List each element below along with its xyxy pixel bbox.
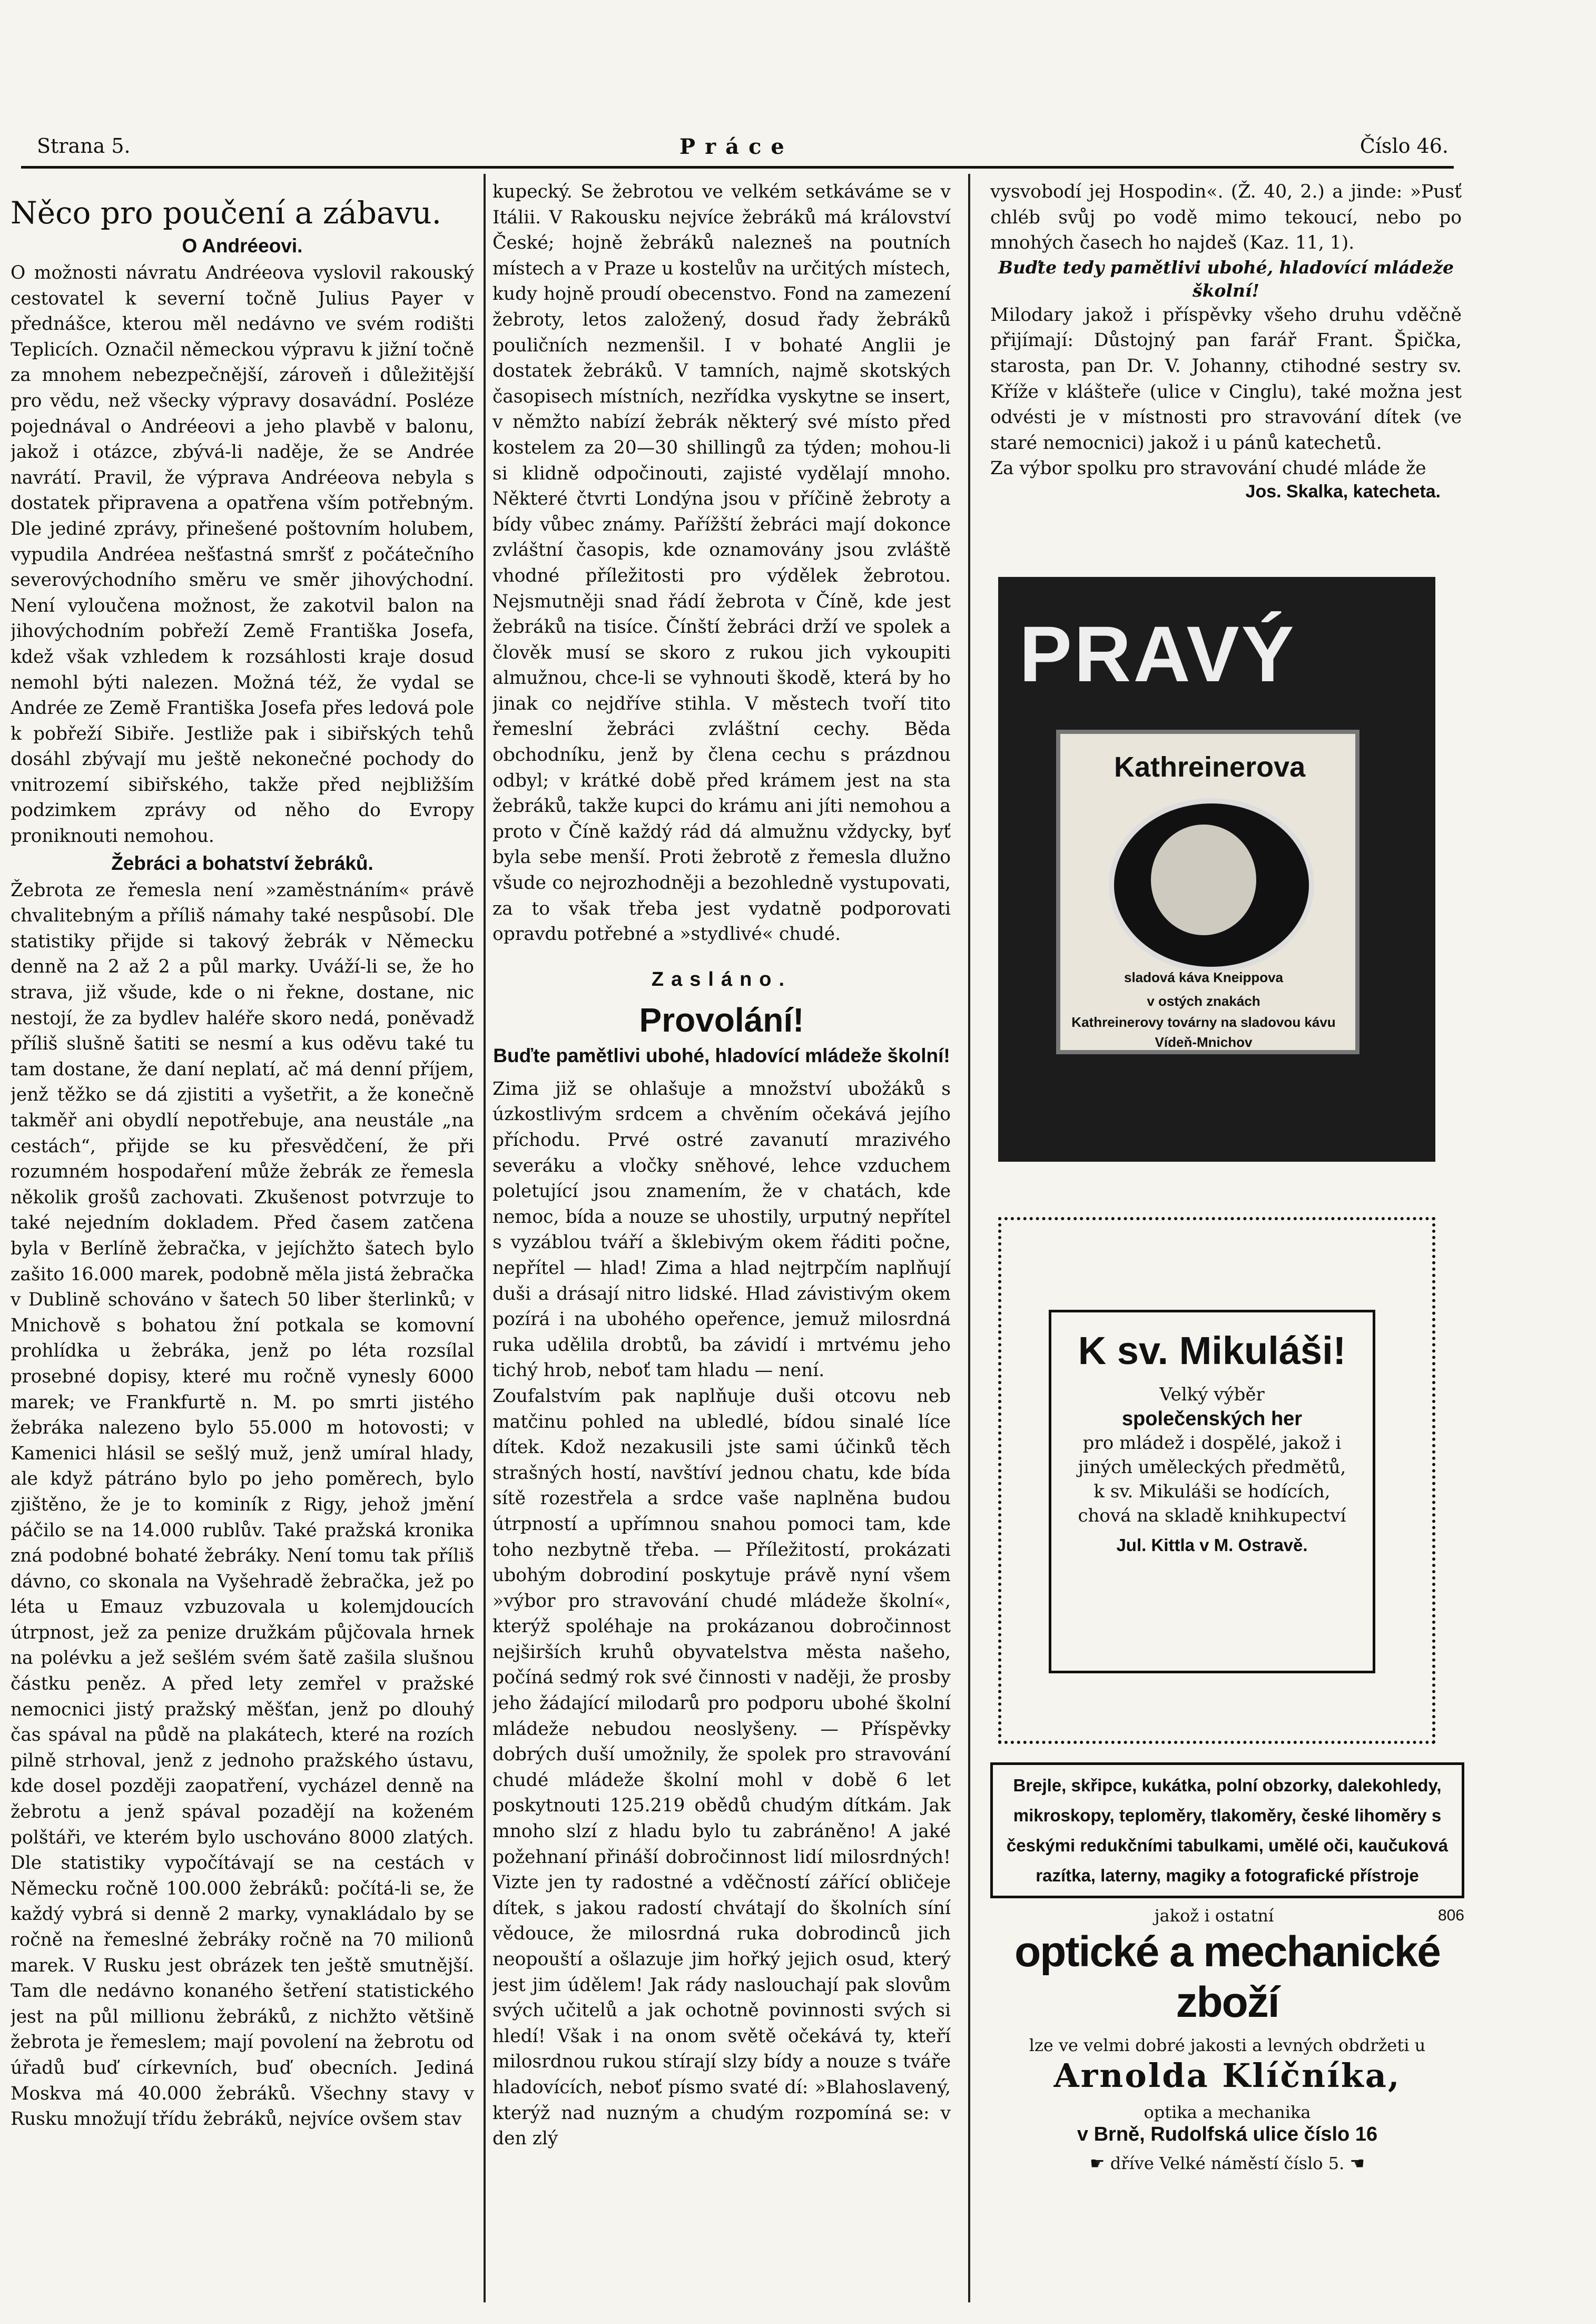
ad-pravy-line1: v ostých znakách — [1147, 993, 1260, 1009]
mikulas-ad-box — [1049, 1310, 1375, 1673]
optics-address: v Brně, Rudolfská ulice číslo 16 — [1077, 2123, 1378, 2145]
zaslano-heading: Zasláno. — [651, 968, 792, 991]
column-3 — [990, 179, 1462, 580]
mikulas-ad — [998, 1217, 1435, 1744]
appeal-text-3: vysvobodí jej Hospodin«. (Ž. 40, 2.) a jinde: »Pusť chléb svůj po vodě mimo tekoucí, nebo po mnohých časech ho najdeš (Kaz. 11, 1). — [990, 181, 1462, 254]
newspaper-title: Práce — [679, 134, 794, 159]
appeal-text-2: Zoufalstvím pak naplňuje duši otcovu neb matčinu pohled na ubledlé, bídou sinalé líce dítek. Kdož nezakusili jste sami účinků těch strašných hostí, navštíví jednou chatu, kde bída sítě rozestřela a srdce vaše naplněna budou útrpností a upřímnou snahou pomoci tam, kde toho nezbytně třeba. — Příležitostí, prokázati ubohým dobrodiní poskytuje právě nyní všem »výbor pro stravování chudé mládeže školní«, kterýž spoléhaje na prokázanou dobročinnost nejširších kruhů obyvatelstva města našeho, počíná sedmý rok své činnosti v naději, že prosby jeho žádající milodarů pro podporu ubohé školní mládeže nebudou neoslyšeny. — Příspěvky dobrých duší umožnily, že spolek pro stravování chudé mládeže školní mohl v době 6 let poskytnouti 125.219 obědů chudým dítkám. Jak mnoho slzí z hladu bylo tu zabráněno! A jaké požehnaní přináší dobročinnost lidí milosrdných! Vizte jen ty radostné a vděčností zářící obličeje dítek, s jakou radostí chvátají do školních síní vědouce, že milosrdná ruka dobrodinců jich neopouští a ošlazuje jim hořký jejich osud, který jest jim údělem! Jak rády naslouchají pak slovům svých učitelů a jak ochotně povinnosti svých si hledí! Však i na onom světě očekává ty, kteří milosrdnou rukou stírají slzy bídy a nouze s tváře hladovících, neboť písmo svaté dí: »Blahoslavený, kterýž nad nuzným a chudým rozpomíná se: v den zlý — [492, 1385, 951, 2150]
optics-shop-name: Arnolda Klíčníka, — [1053, 2056, 1401, 2095]
article-beggars-text: Žebrota ze řemesla není »zaměstnáním« právě chvalitebným a příliš námahy také nespůsobí. Dle statistiky přijde si takový žebrák v Německu denně na 2 až 2 a půl marky. Uváží-li se, že ho strava, již všude, kde o ni řekne, dostane, nic nestojí, že za bydlev haléře skoro nedá, poněvadž příliš slušně šatiti se nesmí a kus oděvu také tu tam dostane, že daní neplatí, ač má denní příjem, jenž těžko se dá zjistiti a vyšetřit, a že konečně takměř ani obydlí nepotřebuje, ana neustále „na cestách“, přijde se ku přesvědčení, že při rozumném hospodaření může žebrák ze řemesla několik grošů zachovati. Zkušenost potvrzuje to také nejedním dokladem. Před časem zatčena byla v Berlíně žebračka, v jejíchžto šatech bylo zašito 16.000 marek, podobně měla jistá žebračka v Dublině schováno v šatech 50 liber šterlinků; v Mnichově s bohatou žní potkala se komovní prohlídka u žebráka, jenž po léta rozsílal prosebné dopisy, které mu ročně vynesly 6000 marek; ve Frankfurtě n. M. po smrti jistého žebráka nalezeno bylo 55.000 m hotovosti; v Kamenici hlásil se sešlý muž, jenž umíral hlady, ale když pátráno bylo po jeho poměrech, bylo zjištěno, že je to kominík z Rigy, jehož jmění páčilo se na 14.000 rublův. Také pražská kronika zná podobné bohaté žebráky. Není tomu tak příliš dávno, co skonala na Vyšehradě žebračka, jež po léta u Emauz vzbuzovala u kolemjdoucích útrpnost, jež za penize družkám půjčovala hrnek na polévku a jež sešlém svém šatě zašila slušnou částku peněz. A před lety zemřel v pražské nemocnici jistý pražský měšťan, jenž po dlouhý čas spával na půdě na plakátech, které na rozích pilně strhoval, jenž z jednoho pražského ústavu, kde dosel později zaopatření, vycházel denně na žebrotu a jenž spával pozadějí na koženém polštáři, ve kterém bylo uschováno 8000 zlatých. Dle statistiky vypočítávají se na cestách v Německu ročně 100.000 žebráků: počítá-li se, že každý vybrá si denně 2 marky, vynakládalo by se ročně na řemeslné žebráky ročně na 70 milionů marek. V Rusku jest obrázek ten ještě smutnější. Tam dle nedávno konaného šetření statistického jest na půl millionu žebráků, z nichžto většině žebrota je řemeslem; mají povolení na žebrotu od úřadů buď církevních, buď obecních. Jediná Moskva má 40.000 žebráků. Všechny stavy v Rusku množují třídu žebráků, nejvíce ovšem stav — [11, 879, 474, 2130]
optics-quality: lze ve velmi dobré jakosti a levných obdržeti u — [1029, 2035, 1426, 2055]
issue-number: Číslo 46. — [1359, 134, 1449, 158]
optics-ad — [990, 1762, 1464, 2305]
article-beggars-continued: kupecký. Se žebrotou ve velkém setkáváme se v Itálii. V Rakousku nejvíce žebráků má království České; hojně žebráků nalezneš na poutních místech a v Praze u kostelův na určitých místech, kudy hojně proudí obecenstvo. Fond na zamezení žebroty, letos založený, dosud řady žebráků pouličních nezmenšil. I v bohaté Anglii je dostatek žebráků. V tamních, najmě skotských časopisech místních, nezřídka vyskytne se insert, v němžto nabízí žebrák některý své místo před kostelem za 20—30 shillingů za týden; mohou-li si klidně odpočinouti, zajisté vydělají mnoho. Některé čtvrti Londýna jsou v příčině žebroty a bídy vůbec známy. Pařížští žebráci mají dokonce zvláštní časopis, kde oznamovány jsou zvláště vhodné příležitosti pro výdělek žebrotou. Nejsmutněji snad řádí žebrota v Číně, kde jest žebráků na tisíce. Čínští žebráci drží ve spolek a člověk musí se skoro z rukou jich vykoupiti almužnou, chce-li se vyhnouti škodě, která by ho jinak co nejdříve stihla. V městech tvoří tito řemeslní žebráci zvláštní cechy. Běda obchodníku, jenž by člena cechu s prázdnou odbyl; v krátké době před krámem jest na sta žebráků, takže kupci do krámu ani jíti nemohou a proto v Číně každý rád dá almužnu vždycky, byť byla sebe menší. Proti žebrotě z řemesla dlužno všude co nejrozhodněji a bezohledně vystupovati, za to však třeba jest vydatně podporovati opravdu potřebné a »stydlivé« chudé. — [492, 181, 951, 945]
ad-number: 806 — [1437, 1907, 1464, 1924]
optics-big-title: optické a mechanické zboží — [1014, 1928, 1440, 2026]
portrait-icon — [1151, 825, 1256, 935]
header-rule — [21, 166, 1454, 169]
provolani-heading: Provolání! — [639, 1001, 804, 1039]
optics-former-text: dříve Velké náměstí číslo 5. — [1110, 2153, 1345, 2173]
mikulas-line2: společenských her — [1121, 1408, 1303, 1430]
optics-items: Brejle, skřipce, kukátka, polní obzorky, dalekohledy, mikroskopy, teploměry, tlakoměry, české lihoměry s českými redukčními tabulkami, umělé oči, kaučuková razítka, laterny, magiky a fotografické přístroje — [990, 1762, 1464, 1898]
column-1 — [11, 179, 474, 2318]
article-andree-text: O možnosti návratu Andréeova vyslovil rakouský cestovatel k severní točně Julius Payer v přednášce, kterou měl nedávno ve svém rodišti Teplicích. Označil německou výpravu k jižní točně za mnohem nebezpečnější, zároveň i důležitější pro vědu, než všecky výpravy dosavádní. Posléze pojednával o Andréeovi a jeho plavbě v balonu, jakož i otázce, zbývá-li naděje, že se Andrée navrátí. Pravil, že výprava Andréeova nebyla s dostatek připravena a opatřena vším potřebným. Dle jediné zprávy, přinešené poštovním holubem, vypudila Andréea nešťastná smršť z počátečního severovýchodního směru ve směr jihovýchodní. Není vyloučena možnost, že zakotvil balon na jihovýchodním pobřeží Země Františka Josefa, kdež však vzhledem k rozsáhlosti kraje dosud nemohl býti nalezen. Možná též, že vydal se Andrée ze Země Františka Josefa přes ledová pole k pobřeží Sibiře. Jestliže pak i sibiřských tehů dosáhl zbývají mu ještě nekonečné pochody do vnitrozemí sibiřského, takže před nejbližším podzimkem zprávy od něho do Evropy proniknouti nemohou. — [11, 262, 474, 847]
section-title: Něco pro poučení a zábavu. — [11, 195, 442, 231]
ad-pravy-sub: sladová káva Kneippova — [1124, 969, 1284, 985]
optics-former-address: ☛ dříve Velké náměstí číslo 5. ☚ — [1089, 2153, 1365, 2173]
optics-also — [990, 1905, 1464, 1927]
appeal-subheading: Buďte pamětlivi ubohé, hladovící mládeže školní! — [493, 1044, 950, 1066]
ad-pravy-line3: Vídeň-Mnichov — [1155, 1034, 1253, 1050]
optics-also-text: jakož i ostatní — [1154, 1906, 1274, 1926]
column-divider-2 — [968, 174, 970, 2302]
mikulas-line3: pro mládež i dospělé, jakož i jiných uměleckých předmětů, k sv. Mikuláši se hodících, chová na skladě knihkupectví — [1078, 1433, 1346, 1526]
page-number: Strana 5. — [37, 134, 131, 158]
optics-trade: optika a mechanika — [1144, 2102, 1311, 2122]
column-2 — [492, 179, 951, 2318]
mikulas-line1: Velký výběr — [1159, 1384, 1265, 1405]
column-divider-1 — [484, 174, 486, 2302]
ad-pravy-title: PRAVÝ — [1019, 610, 1296, 698]
article-heading-beggars: Žebráci a bohatství žebráků. — [111, 852, 373, 874]
donors-text: Milodary jakož i příspěvky všeho druhu vděčně přijímají: Důstojný pan farář Frant. Špička, starosta, pan Dr. V. Johanny, ctihodné sestry sv. Kříže v klášteře (ulice v Cinglu), také možna jest odvésti je v místnosti pro stravování dítek (ve staré nemocnici) jakož i u pánů katechetů. — [990, 304, 1462, 454]
mikulas-heading: K sv. Mikuláši! — [1078, 1329, 1346, 1372]
ad-pravy-line2: Kathreinerovy továrny na sladovou kávu — [1071, 1014, 1336, 1030]
mikulas-shop: Jul. Kittla v M. Ostravě. — [1116, 1535, 1308, 1555]
appeal-motto: Buďte tedy pamětlivi ubohé, hladovící mládeže školní! — [998, 257, 1454, 301]
committee-text: Za výbor spolku pro stravování chudé mláde že — [990, 458, 1426, 479]
article-heading-andree: O Andréeovi. — [182, 235, 303, 257]
page-header — [37, 134, 1449, 166]
signature: Jos. Skalka, katecheta. — [1245, 481, 1441, 502]
pravy-coffee-ad — [998, 577, 1435, 1162]
ad-pravy-brand: Kathreinerova — [1114, 751, 1306, 783]
appeal-text-1: Zima již se ohlašuje a množství ubožáků s úzkostlivým srdcem a chvěním očekává jejího příchodu. Prvé ostré zavanutí mrazivého severáku a vločky sněhové, lehce vzduchem poletující jsou znamením, že v chatách, kde nemoc, bída a nouze se uhostily, urputný nepřítel s vyzáblou tváří a šklebivým okem řáditi počne, nepřítel — hlad! Zima a hlad nejtrpčím naplňují duši a drásají nitro lidské. Hlad závistivým okem pozírá i na ubohého opeřence, jemuž milosrdná ruka udělila drobtů, ba závidí i mrtvému jeho tichý hrob, neboť tam hladu — není. — [492, 1078, 951, 1381]
